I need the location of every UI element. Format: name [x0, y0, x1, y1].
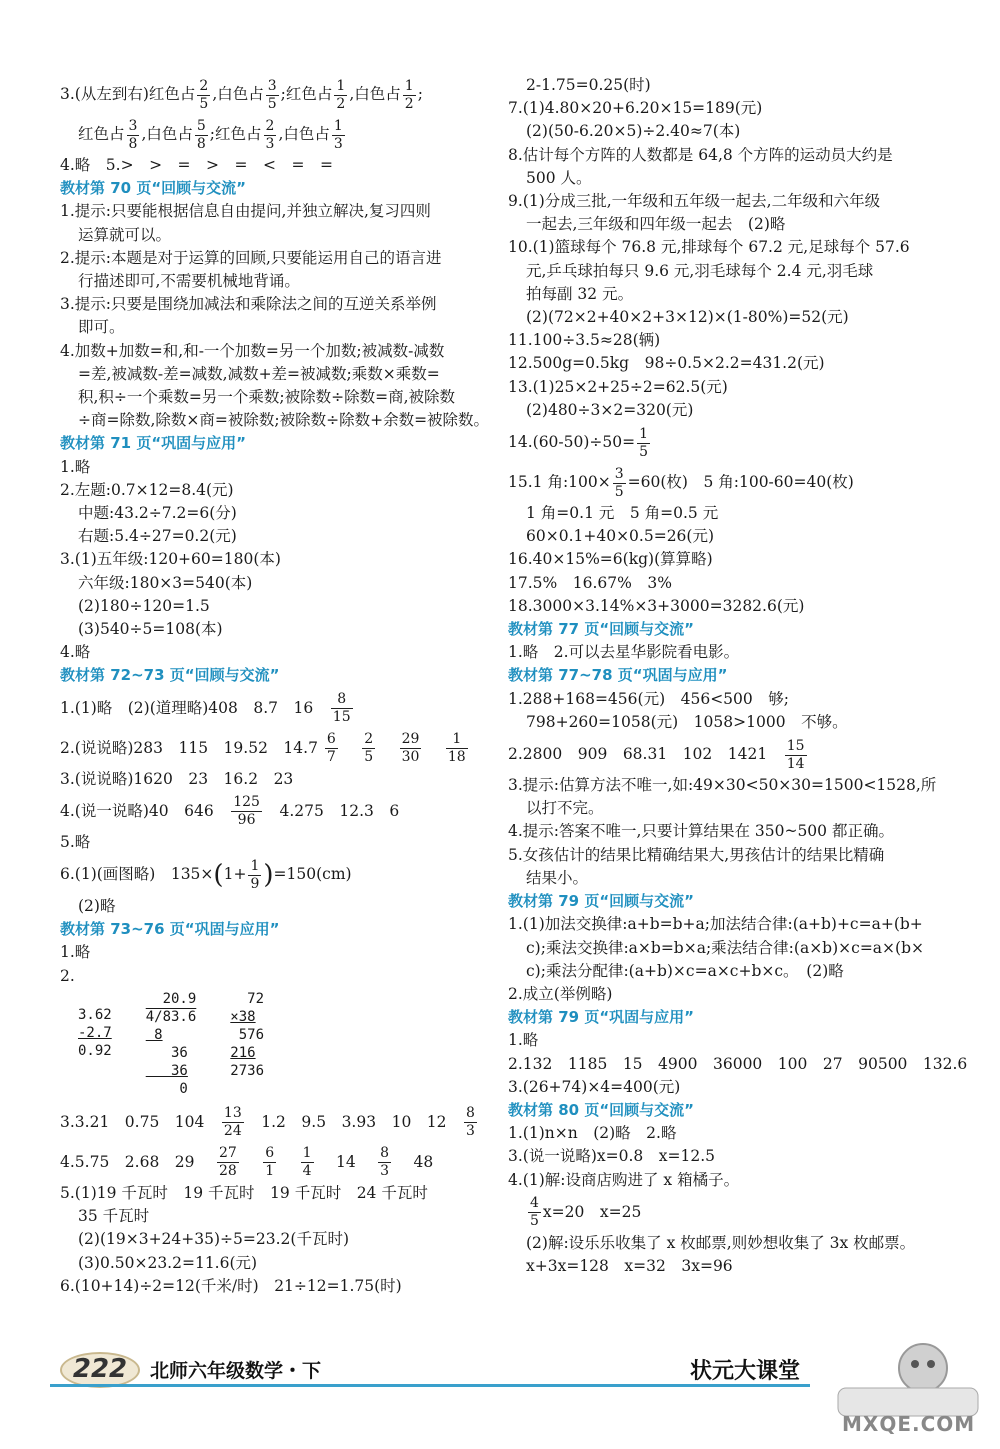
answer-line: 3.(从左到右)红色占 $\frac{2}{5}$ ,白色占 $\frac{3}{5}$ ;红色占 $\frac{1}{2}$ ,白色占 $\frac{1}{2}$ ; — [60, 77, 423, 112]
answer-line: 一起去,三年级和四年级一起去 (2)略 — [526, 215, 786, 234]
answer-line: 14.(60-50)÷50= $\frac{1}{5}$ — [508, 425, 649, 460]
answer-line: 5.略 — [60, 832, 91, 851]
watermark-text: MXQE.COM — [842, 1412, 976, 1436]
answer-line: c);乘法交换律:a×b=b×a;乘法结合律:(a×b)×c=a×(b× — [526, 938, 924, 957]
fraction: $\frac{3}{8}$ — [128, 117, 138, 152]
answer-line: 3.提示:估算方法不唯一,如:49×30<50×30=1500<1528,所 — [508, 776, 937, 795]
answer-line: 3.(说一说略)x=0.8 x=12.5 — [508, 1147, 716, 1166]
answer-line: 7.(1)4.80×20+6.20×15=189(元) — [508, 99, 763, 118]
answer-block — [60, 456, 480, 665]
answer-line: 13.(1)25×2+25÷2=62.5(元) — [508, 377, 728, 396]
answer-line: 6.(10+14)÷2=12(千米/时) 21÷12=1.75(时) — [60, 1276, 402, 1295]
answer-line: 2.2800 909 68.31 102 1421 $\frac{15}{14}$ — [508, 737, 805, 772]
answer-line: 2.成立(举例略) — [508, 984, 613, 1003]
answer-line: (2)(19×3+24+35)÷5=23.2(千瓦时) — [78, 1230, 349, 1249]
answer-line: 798+260=1058(元) 1058>1000 不够。 — [526, 712, 848, 731]
section-heading: 教材第 79 页“巩固与应用” — [508, 1008, 695, 1027]
answer-line: 2. — [60, 966, 75, 985]
answer-line: 元,乒乓球拍每只 9.6 元,羽毛球每个 2.4 元,羽毛球 — [526, 261, 874, 280]
answer-line: 3.提示:只要是围绕加减法和乘除法之间的互逆关系举例 — [60, 295, 437, 314]
calc-multiplication: 72 ×38 576 216 2736 — [230, 990, 265, 1079]
fraction: $\frac{8}{15}$ — [332, 691, 351, 726]
answer-line: =差,被减数-差=减数,减数+差=被减数;乘数×乘数= — [78, 364, 440, 383]
answer-line: (2)480÷3×2=320(元) — [526, 400, 694, 419]
fraction: $\frac{3}{5}$ — [267, 77, 277, 112]
answer-line: 35 千瓦时 — [78, 1207, 150, 1226]
answer-line: 中题:43.2÷7.2=6(分) — [78, 504, 237, 523]
vertical-calculations — [60, 990, 480, 1098]
answer-line: 红色占 $\frac{3}{8}$ ,白色占 $\frac{5}{8}$ ;红色占 $\frac{2}{3}$ ,白色占 $\frac{1}{3}$ — [78, 117, 343, 152]
answer-line: 1.略 — [60, 943, 91, 962]
answer-line: 3.3.21 0.75 104 $\frac{13}{24}$ 1.2 9.5 3.93 10 12 $\frac{8}{3}$ — [60, 1105, 475, 1140]
answer-block — [508, 1232, 938, 1278]
section-heading: 教材第 70 页“回顾与交流” — [60, 179, 247, 198]
answer-line: 9.(1)分成三批,一年级和五年级一起去,二年级和六年级 — [508, 192, 881, 211]
fraction: $\frac{29}{30}$ — [401, 731, 420, 766]
answer-line: (3)0.50×23.2=11.6(元) — [78, 1253, 258, 1272]
fraction: $\frac{1}{18}$ — [447, 731, 466, 766]
answer-line: 2-1.75=0.25(时) — [526, 76, 651, 94]
answer-line: 4.略 5.> > = > = < = = — [60, 156, 333, 174]
answer-line: 10.(1)篮球每个 76.8 元,排球每个 67.2 元,足球每个 57.6 — [508, 238, 910, 257]
fraction: $\frac{3}{5}$ — [614, 465, 624, 500]
answer-line: 1 角=0.1 元 5 角=0.5 元 — [526, 504, 719, 523]
answer-line: 运算就可以。 — [78, 225, 172, 244]
answer-line: 4.略 — [60, 643, 91, 662]
fraction: $\frac{13}{24}$ — [223, 1105, 242, 1140]
answer-line: 1.(1)n×n (2)略 2.略 — [508, 1124, 677, 1143]
answer-line: 1.288+168=456(元) 456<500 够; — [508, 689, 789, 708]
answer-line: 60×0.1+40×0.5=26(元) — [526, 527, 715, 546]
answer-line: 16.40×15%=6(kg)(算算略) — [508, 550, 713, 569]
answer-line: 积,积÷一个乘数=另一个乘数;被除数÷除数=商,被除数 — [78, 388, 456, 407]
fraction: $\frac{8}{3}$ — [380, 1145, 390, 1180]
answer-line: 6.(1)(画图略) 135×(1+ $\frac{1}{9}$ )=150(cm) — [60, 857, 352, 892]
answer-line: x+3x=128 x=32 3x=96 — [526, 1256, 733, 1275]
fraction: $\frac{1}{9}$ — [250, 857, 260, 892]
answer-line: (2)略 — [78, 897, 116, 916]
fraction: $\frac{2}{5}$ — [199, 77, 209, 112]
answer-line: 1.(1)加法交换律:a+b=b+a;加法结合律:(a+b)+c=a+(b+ — [508, 915, 923, 934]
footer-rule — [50, 1384, 810, 1387]
answer-block — [60, 1182, 480, 1298]
fraction: $\frac{1}{5}$ — [639, 425, 649, 460]
answer-block — [508, 774, 938, 890]
section-heading: 教材第 79 页“回顾与交流” — [508, 892, 695, 911]
answer-line: 2.提示:本题是对于运算的回顾,只要能运用自己的语言进 — [60, 248, 442, 267]
fraction: $\frac{8}{3}$ — [466, 1105, 475, 1140]
answer-line: 1.略 — [508, 1031, 539, 1050]
answer-line: 1.略 2.可以去星华影院看电影。 — [508, 643, 740, 662]
answer-line: 3.(1)五年级:120+60=180(本) — [60, 550, 281, 569]
answer-line: 六年级:180×3=540(本) — [78, 573, 253, 592]
answer-line: 2.左题:0.7×12=8.4(元) — [60, 480, 234, 499]
fraction: $\frac{1}{2}$ — [404, 77, 414, 112]
section-heading: 教材第 71 页“巩固与应用” — [60, 434, 247, 453]
page-number-badge: 222 — [60, 1352, 140, 1388]
answer-line: 15.1 角:100× $\frac{3}{5}$ =60(枚) 5 角:100-60=40(枚) — [508, 465, 854, 500]
answer-line: 3.(26+74)×4=400(元) — [508, 1077, 681, 1096]
fraction: $\frac{2}{5}$ — [364, 731, 374, 766]
section-heading: 教材第 72~73 页“回顾与交流” — [60, 666, 280, 685]
answer-line: 1.略 — [60, 457, 91, 476]
answer-line: 4.提示:答案不唯一,只要计算结果在 350~500 都正确。 — [508, 822, 894, 841]
answer-block — [508, 1029, 968, 1099]
section-heading: 教材第 73~76 页“巩固与应用” — [60, 920, 280, 939]
answer-line: 18.3000×3.14%×3+3000=3282.6(元) — [508, 596, 805, 615]
section-heading: 教材第 80 页“回顾与交流” — [508, 1100, 695, 1119]
answer-line: c);乘法分配律:(a+b)×c=a×c+b×c。 (2)略 — [526, 961, 844, 980]
answer-block — [508, 1122, 938, 1192]
fraction: $\frac{1}{4}$ — [302, 1145, 312, 1180]
section-heading: 教材第 77 页“回顾与交流” — [508, 620, 695, 639]
answer-line: 1.提示:只要能根据信息自由提问,并独立解决,复习四则 — [60, 202, 431, 221]
answer-line: 5.(1)19 千瓦时 19 千瓦时 19 千瓦时 24 千瓦时 — [60, 1183, 428, 1202]
calc-subtraction: 3.62 -2.7 0.92 — [78, 1006, 112, 1059]
answer-line: 结果小。 — [526, 868, 589, 887]
answer-block — [508, 913, 938, 1006]
answer-line: 3.(说说略)1620 23 16.2 23 — [60, 769, 294, 788]
answer-block — [60, 200, 490, 432]
answer-line: 4.加数+加数=和,和-一个加数=另一个加数;被减数-减数 — [60, 341, 445, 360]
answer-line: 5.女孩估计的结果比精确结果大,男孩估计的结果比精确 — [508, 845, 885, 864]
answer-line: 17.5% 16.67% 3% — [508, 573, 672, 592]
answer-line: 拍每副 32 元。 — [526, 284, 634, 303]
fraction: $\frac{15}{14}$ — [786, 737, 805, 772]
answer-line: 右题:5.4÷27=0.2(元) — [78, 527, 237, 546]
answer-line: 4.(1)解:设商店购进了 x 箱橘子。 — [508, 1170, 740, 1189]
answer-line: 4.5.75 2.68 29 $\frac{27}{28}$ $\frac{6}{1}$ $\frac{1}{4}$ 14 $\frac{8}{3}$ 48 — [60, 1145, 434, 1180]
fraction: $\frac{4}{5}$ — [530, 1195, 539, 1230]
fraction: $\frac{6}{7}$ — [326, 731, 336, 766]
fraction: $\frac{2}{3}$ — [265, 117, 275, 152]
answer-line: (3)540÷5=108(本) — [78, 620, 223, 639]
answer-line: 行描述即可,不需要机械地背诵。 — [78, 272, 300, 291]
fraction: $\frac{125}{96}$ — [233, 794, 260, 829]
answer-line: (2)(72×2+40×2+3×12)×(1-80%)=52(元) — [526, 308, 849, 327]
answer-line: 以打不完。 — [526, 799, 604, 818]
answer-line: 4.(说一说略)40 646 $\frac{125}{96}$ 4.275 12.3 6 — [60, 794, 400, 829]
fraction: $\frac{1}{3}$ — [333, 117, 343, 152]
answer-line: 1.(1)略 (2)(道理略)408 8.7 16 $\frac{8}{15}$ — [60, 691, 351, 726]
fraction: $\frac{6}{1}$ — [265, 1145, 275, 1180]
left-column — [60, 74, 490, 1298]
answer-line: 2.(说说略)283 115 19.52 14.7 $\frac{6}{7}$ $\frac{2}{5}$ $\frac{29}{30}$ $\frac{1}{18}$ — [60, 731, 466, 766]
section-heading: 教材第 77~78 页“巩固与应用” — [508, 666, 728, 685]
brand-name: 状元大课堂 — [690, 1359, 801, 1384]
answer-line: 11.100÷3.5≈28(辆) — [508, 331, 661, 350]
answer-line: 8.估计每个方阵的人数都是 64,8 个方阵的运动员大约是 — [508, 145, 893, 164]
answer-line: $\frac{4}{5}$ x=20 x=25 — [530, 1195, 642, 1230]
answer-line: ÷商=除数,除数×商=被除数;被除数÷除数+余数=被除数。 — [78, 411, 490, 430]
answer-line: (2)180÷120=1.5 — [78, 596, 210, 615]
answer-line: 500 人。 — [526, 168, 592, 187]
fraction: $\frac{1}{2}$ — [336, 77, 346, 112]
answer-block — [508, 502, 938, 618]
fraction: $\frac{5}{8}$ — [196, 117, 206, 152]
answer-block — [508, 74, 938, 422]
right-column — [508, 74, 968, 1278]
answer-line: 即可。 — [78, 318, 125, 337]
book-title: 北师六年级数学・下 — [150, 1360, 322, 1382]
answer-line: 2.132 1185 15 4900 36000 100 27 90500 132.6 — [508, 1054, 968, 1073]
answer-line: 12.500g=0.5kg 98÷0.5×2.2=431.2(元) — [508, 354, 825, 373]
answer-line: (2)(50-6.20×5)÷2.40≈7(本) — [526, 122, 741, 141]
fraction: $\frac{27}{28}$ — [218, 1145, 237, 1180]
answer-line: (2)解:设乐乐收集了 x 枚邮票,则妙想收集了 3x 枚邮票。 — [526, 1233, 916, 1252]
calc-division: 20.9 4/83.6 8 36 36 0 — [145, 990, 197, 1097]
